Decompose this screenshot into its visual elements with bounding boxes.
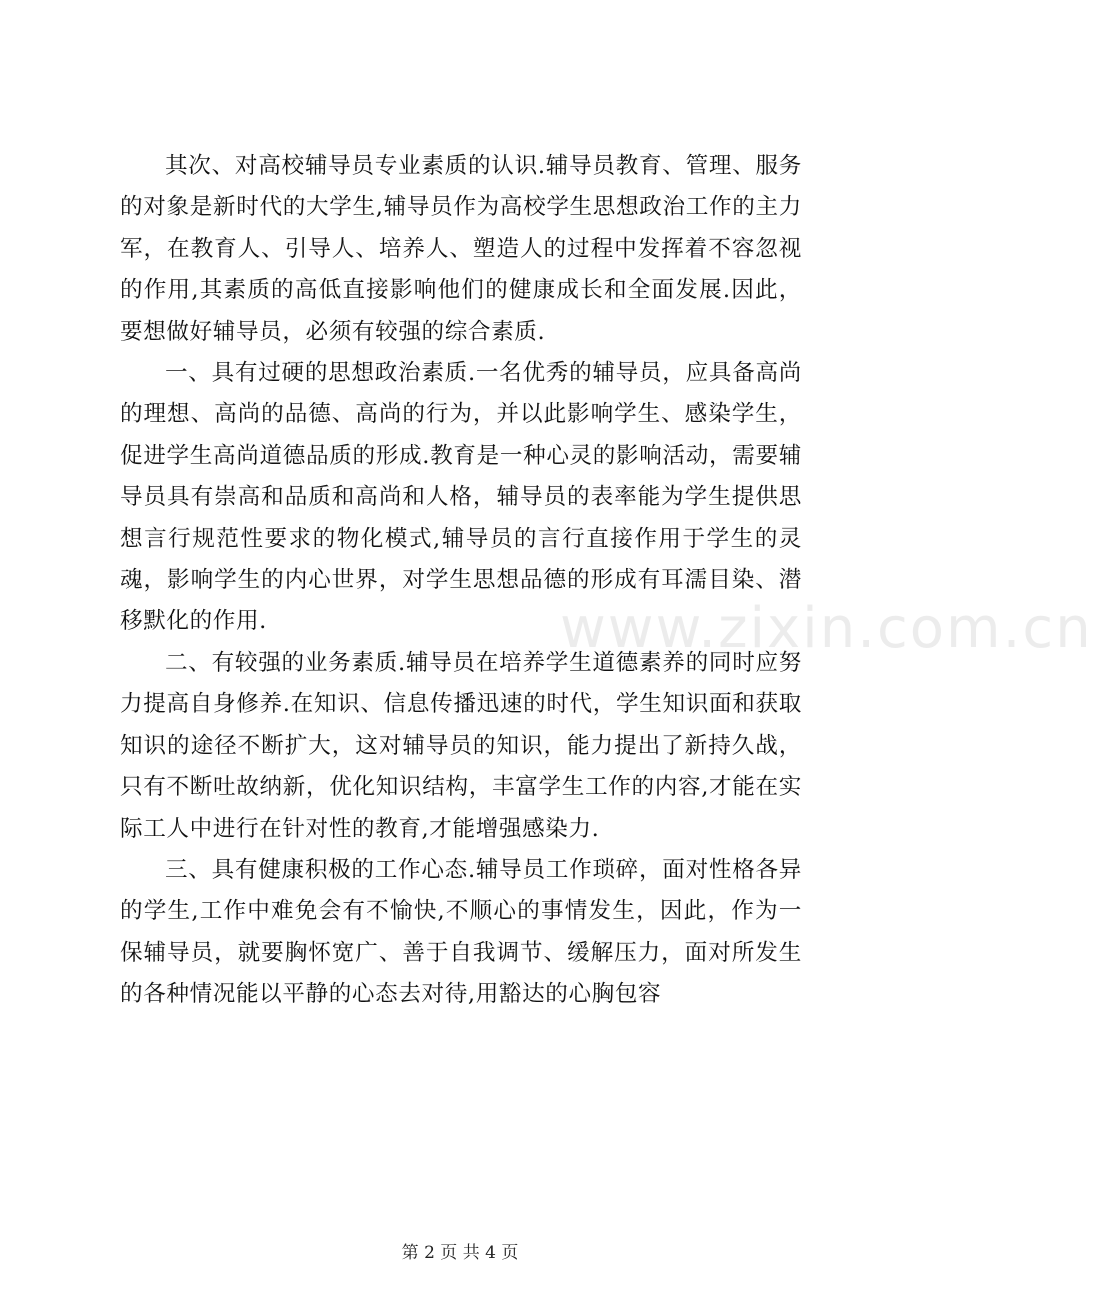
paragraph-intro: 其次、对高校辅导员专业素质的认识.辅导员教育、管理、服务的对象是新时代的大学生,辅导员作为高校学生思想政治工作的主力军，在教育人、引导人、培养人、塑造人的过程中发挥着不容忽视的作用,其素质的高低直接影响他们的健康成长和全面发展.因此，要想做好辅导员，必须有较强的综合素质. (120, 153, 802, 345)
watermark-text: www.zixin.com.cn (560, 596, 1093, 661)
document-body (120, 146, 802, 1016)
paragraph-political-quality: 一、具有过硬的思想政治素质.一名优秀的辅导员，应具备高尚的理想、高尚的品德、高尚的行为，并以此影响学生、感染学生，促进学生高尚道德品质的形成.教育是一种心灵的影响活动，需要辅导员具有崇高和品质和高尚和人格，辅导员的表率能为学生提供思想言行规范性要求的物化模式,辅导员的言行直接作用于学生的灵魂，影响学生的内心世界，对学生思想品德的形成有耳濡目染、潜移默化的作用. (120, 360, 802, 635)
paragraph-professional-quality: 二、有较强的业务素质.辅导员在培养学生道德素养的同时应努力提高自身修养.在知识、信息传播迅速的时代，学生知识面和获取知识的途径不断扩大，这对辅导员的知识，能力提出了新持久战，只有不断吐故纳新，优化知识结构，丰富学生工作的内容,才能在实际工人中进行在针对性的教育,才能增强感染力. (120, 649, 802, 842)
page-number-footer: 第 2 页 共 4 页 (401, 1243, 519, 1263)
paragraph-work-attitude: 三、具有健康积极的工作心态.辅导员工作琐碎，面对性格各异的学生,工作中难免会有不愉快,不顺心的事情发生，因此，作为一保辅导员，就要胸怀宽广、善于自我调节、缓解压力，面对所发生的各种情况能以平静的心态去对待,用豁达的心胸包容 (120, 856, 802, 1008)
